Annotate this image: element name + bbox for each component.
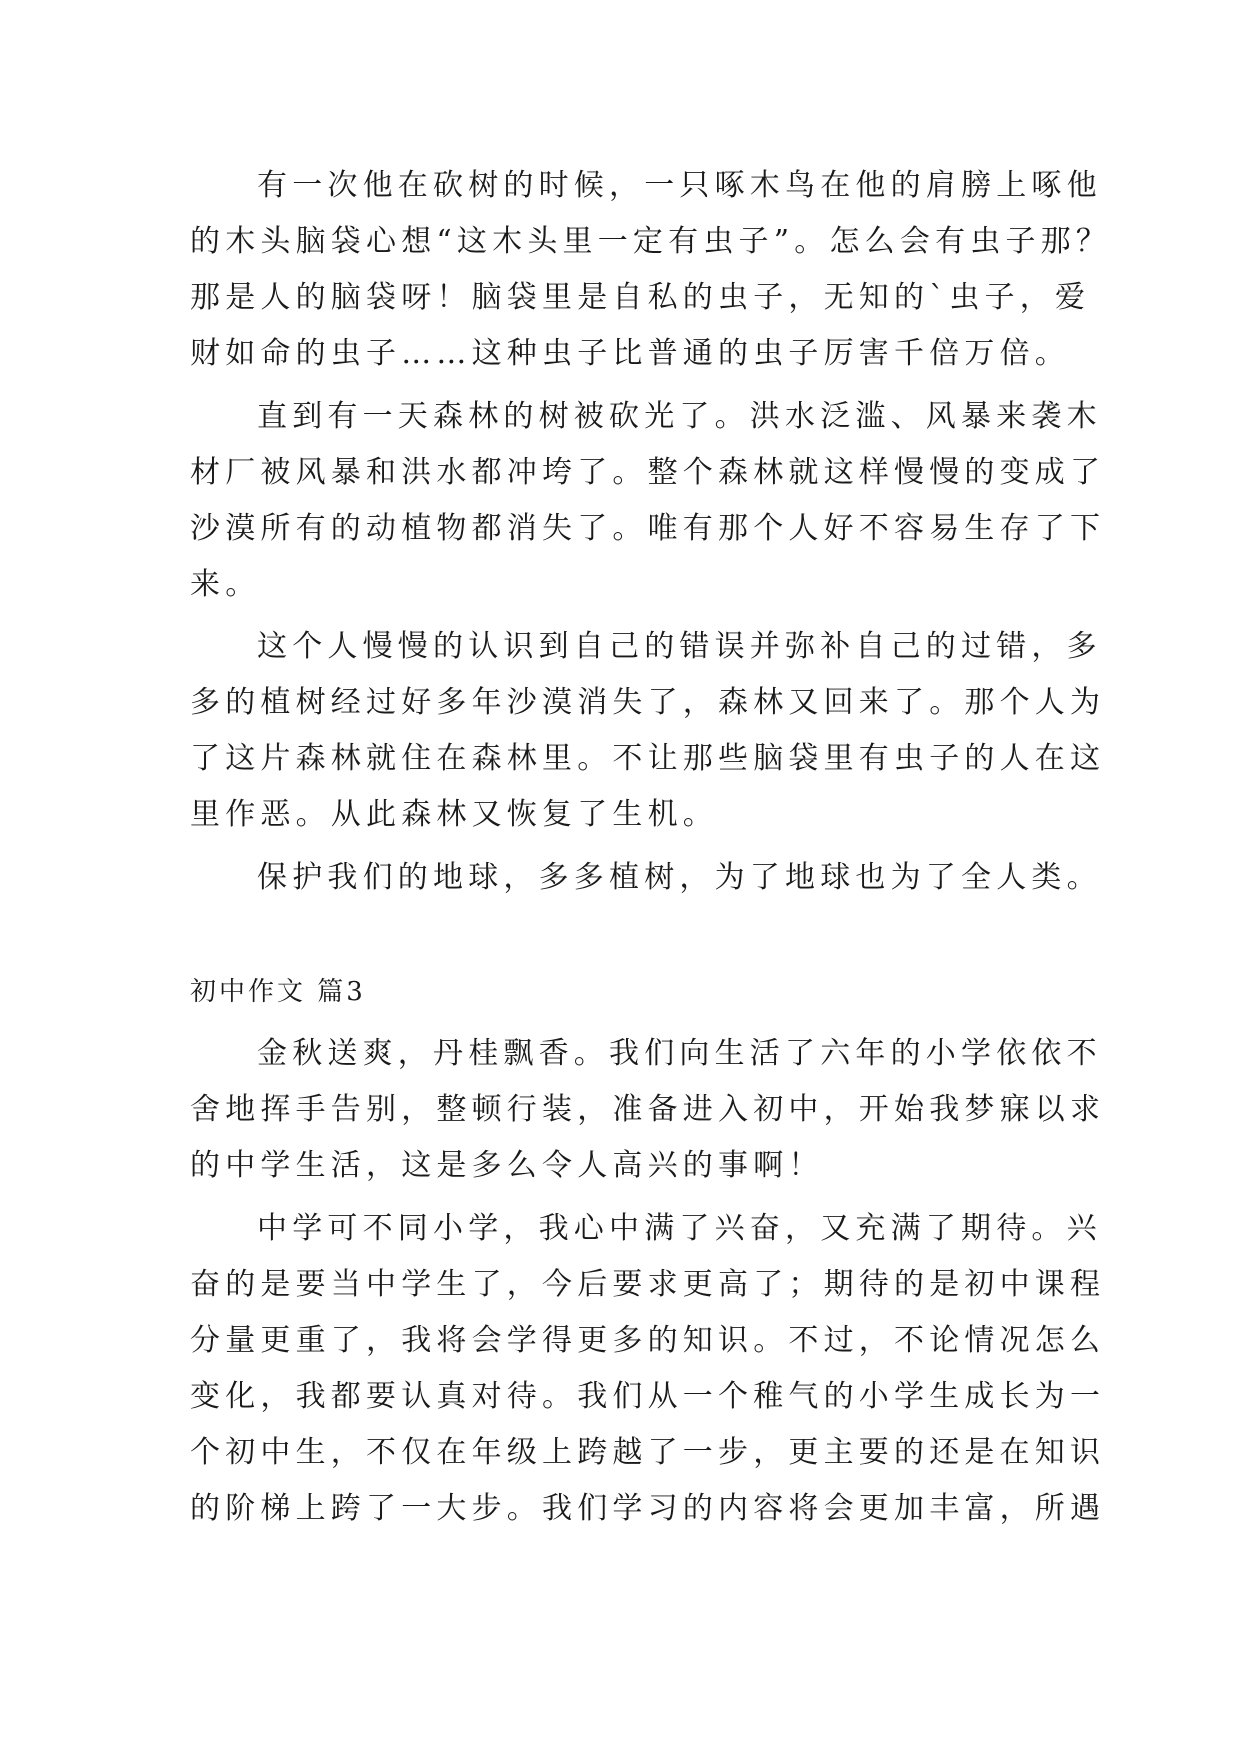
paragraph-line: 的阶梯上跨了一大步。我们学习的内容将会更加丰富，所遇 [190, 1491, 1106, 1526]
paragraph-line: 直到有一天森林的树被砍光了。洪水泛滥、风暴来袭木 [257, 399, 1102, 434]
paragraph-line: 多的植树经过好多年沙漠消失了，森林又回来了。那个人为 [190, 685, 1106, 720]
paragraph-line: 分量更重了，我将会学得更多的知识。不过，不论情况怎么 [190, 1323, 1106, 1358]
section-heading: 初中作文 篇3 [190, 977, 366, 1007]
paragraph-line: 有一次他在砍树的时候，一只啄木鸟在他的肩膀上啄他 [257, 168, 1102, 203]
paragraph-line: 材厂被风暴和洪水都冲垮了。整个森林就这样慢慢的变成了 [190, 455, 1106, 490]
paragraph-line: 金秋送爽，丹桂飘香。我们向生活了六年的小学依依不 [257, 1036, 1102, 1071]
paragraph-line: 这个人慢慢的认识到自己的错误并弥补自己的过错，多 [257, 629, 1102, 664]
paragraph-line: 中学可不同小学，我心中满了兴奋，又充满了期待。兴 [257, 1211, 1102, 1246]
paragraph-line: 的中学生活，这是多么令人高兴的事啊！ [190, 1148, 824, 1183]
paragraph-line: 的木头脑袋心想“这木头里一定有虫子”。怎么会有虫子那？ [190, 224, 1112, 259]
paragraph-line: 变化，我都要认真对待。我们从一个稚气的小学生成长为一 [190, 1379, 1106, 1414]
paragraph-line: 奋的是要当中学生了，今后要求更高了；期待的是初中课程 [190, 1267, 1106, 1302]
paragraph-line: 那是人的脑袋呀！脑袋里是自私的虫子，无知的`虫子，爱 [190, 280, 1091, 315]
paragraph-line: 来。 [190, 567, 261, 602]
paragraph-line: 保护我们的地球，多多植树，为了地球也为了全人类。 [257, 860, 1102, 895]
paragraph-line: 里作恶。从此森林又恢复了生机。 [190, 797, 718, 832]
paragraph-line: 个初中生，不仅在年级上跨越了一步，更主要的还是在知识 [190, 1435, 1106, 1470]
paragraph-line: 沙漠所有的动植物都消失了。唯有那个人好不容易生存了下 [190, 511, 1106, 546]
paragraph-line: 了这片森林就住在森林里。不让那些脑袋里有虫子的人在这 [190, 741, 1106, 776]
paragraph-line: 财如命的虫子……这种虫子比普通的虫子厉害千倍万倍。 [190, 336, 1070, 371]
paragraph-line: 舍地挥手告别，整顿行装，准备进入初中，开始我梦寐以求 [190, 1092, 1106, 1127]
